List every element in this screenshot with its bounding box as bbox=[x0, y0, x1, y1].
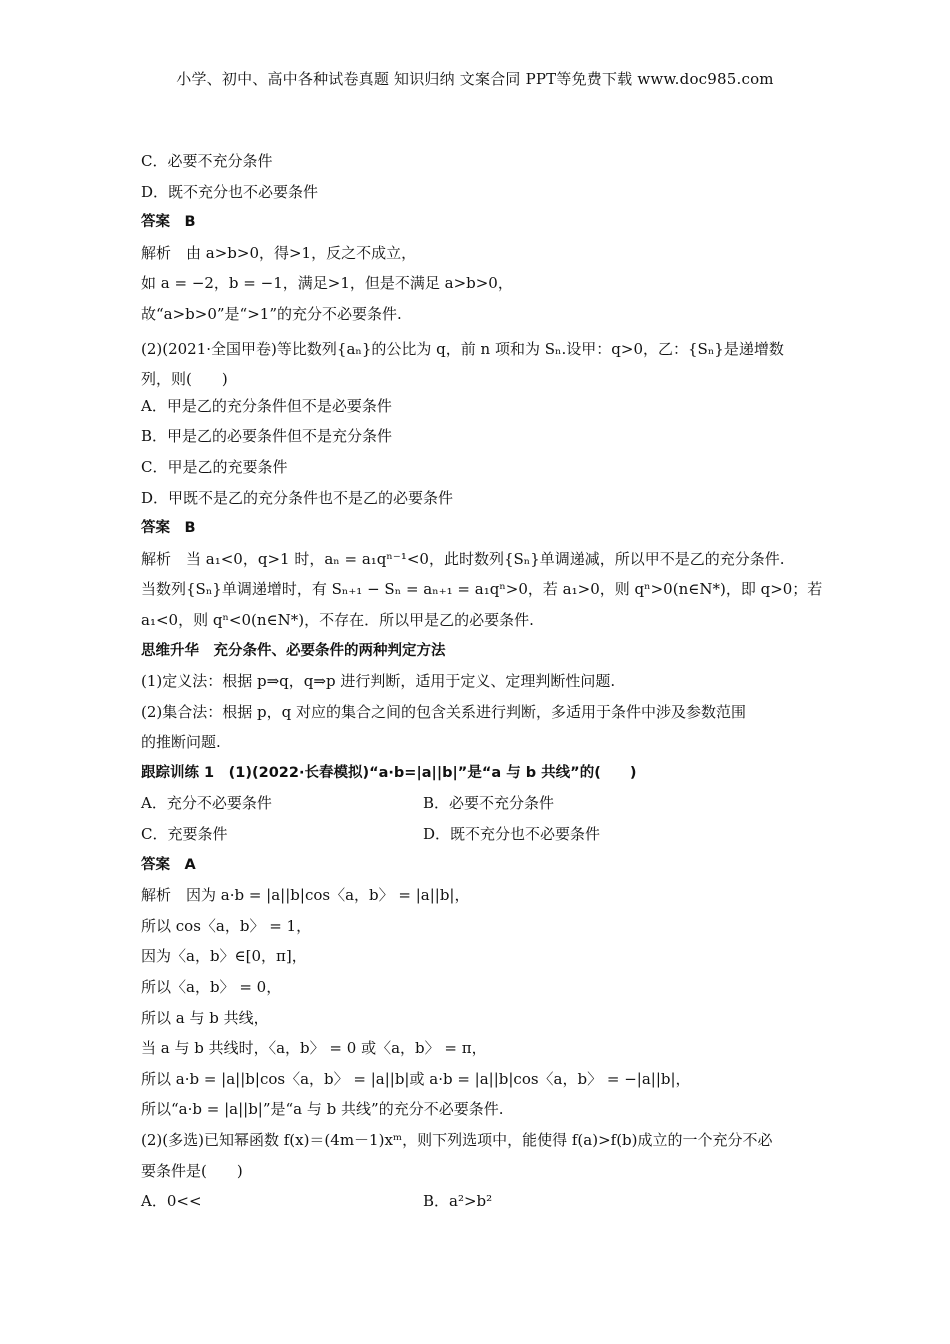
option-a: A．甲是乙的充分条件但不是必要条件 bbox=[141, 396, 392, 415]
option-d: D．既不充分也不必要条件 bbox=[141, 182, 319, 201]
question-line: (2)(多选)已知幂函数 f(x)＝(4m－1)xᵐ，则下列选项中，能使得 f(a)>f(b)成立的一个充分不必 bbox=[141, 1131, 773, 1149]
option-b: B．a²>b² bbox=[423, 1192, 493, 1211]
analysis-line: 当 a 与 b 共线时，〈a，b〉 = 0 或〈a，b〉 = π， bbox=[141, 1039, 487, 1058]
analysis-line: 所以 a·b = |a||b|cos〈a，b〉 = |a||b|或 a·b = |a||b|cos〈a，b〉 = −|a||b|， bbox=[141, 1069, 691, 1088]
analysis-line: 因为〈a，b〉∈[0，π]， bbox=[141, 947, 307, 966]
option-c: C．必要不充分条件 bbox=[141, 152, 273, 170]
document-body bbox=[141, 150, 823, 1221]
answer-label: 答案 B bbox=[141, 214, 196, 231]
summary-line: (1)定义法：根据 p⇒q，q⇒p 进行判断，适用于定义、定理判断性问题. bbox=[141, 672, 616, 691]
options-row bbox=[141, 1190, 813, 1221]
analysis-line: 所以 a 与 b 共线， bbox=[141, 1008, 269, 1027]
analysis-line: 如 a = −2，b = −1，满足>1，但是不满足 a>b>0， bbox=[141, 274, 513, 293]
practice-question: 跟踪训练 1 (1)(2022·长春模拟)“a·b=|a||b|”是“a 与 b 共线”的( ) bbox=[141, 764, 637, 781]
option-b: B．必要不充分条件 bbox=[423, 794, 555, 813]
answer-label: 答案 B bbox=[141, 520, 196, 537]
option-c: C．充要条件 bbox=[141, 825, 228, 844]
options-row bbox=[141, 823, 813, 854]
page-header: 小学、初中、高中各种试卷真题 知识归纳 文案合同 PPT等免费下载 www.doc985.com bbox=[176, 70, 774, 88]
question-2: (2)(2021·全国甲卷)等比数列{aₙ}的公比为 q，前 n 项和为 Sₙ.设甲：q>0，乙：{Sₙ}是递增数列，则( ) bbox=[141, 339, 784, 389]
analysis-line: 所以〈a，b〉 = 0， bbox=[141, 978, 282, 997]
option-b: B．甲是乙的必要条件但不是充分条件 bbox=[141, 427, 393, 446]
question-line: 要条件是( ) bbox=[141, 1161, 243, 1180]
option-a: A．0<< bbox=[141, 1192, 202, 1211]
option-a: A．充分不必要条件 bbox=[141, 794, 272, 813]
analysis-line: a₁<0，则 qⁿ<0(n∈N*)，不存在．所以甲是乙的必要条件. bbox=[141, 610, 534, 629]
analysis-line: 所以“a·b = |a||b|”是“a 与 b 共线”的充分不必要条件. bbox=[141, 1100, 504, 1119]
analysis-line: 解析 当 a₁<0，q>1 时，aₙ = a₁qⁿ⁻¹<0，此时数列{Sₙ}单调递减，所以甲不是乙的充分条件. bbox=[141, 549, 785, 568]
summary-title: 思维升华 充分条件、必要条件的两种判定方法 bbox=[141, 642, 446, 659]
option-c: C．甲是乙的充要条件 bbox=[141, 457, 288, 476]
answer-label: 答案 A bbox=[141, 856, 196, 873]
analysis-line: 当数列{Sₙ}单调递增时，有 Sₙ₊₁ − Sₙ = aₙ₊₁ = a₁qⁿ>0，若 a₁>0，则 qⁿ>0(n∈N*)，即 q>0；若 bbox=[141, 580, 823, 599]
option-d: D．既不充分也不必要条件 bbox=[423, 825, 601, 844]
analysis-line: 所以 cos〈a，b〉 = 1， bbox=[141, 916, 312, 935]
analysis-line: 解析 因为 a·b = |a||b|cos〈a，b〉 = |a||b|， bbox=[141, 886, 470, 905]
analysis-line: 解析 由 a>b>0，得>1，反之不成立， bbox=[141, 243, 417, 262]
summary-line: (2)集合法：根据 p，q 对应的集合之间的包含关系进行判断，多适用于条件中涉及参数范围 bbox=[141, 702, 746, 721]
summary-line: 的推断问题. bbox=[141, 733, 221, 752]
options-row bbox=[141, 792, 813, 823]
option-d: D．甲既不是乙的充分条件也不是乙的必要条件 bbox=[141, 488, 454, 507]
analysis-line: 故“a>b>0”是“>1”的充分不必要条件. bbox=[141, 304, 402, 323]
